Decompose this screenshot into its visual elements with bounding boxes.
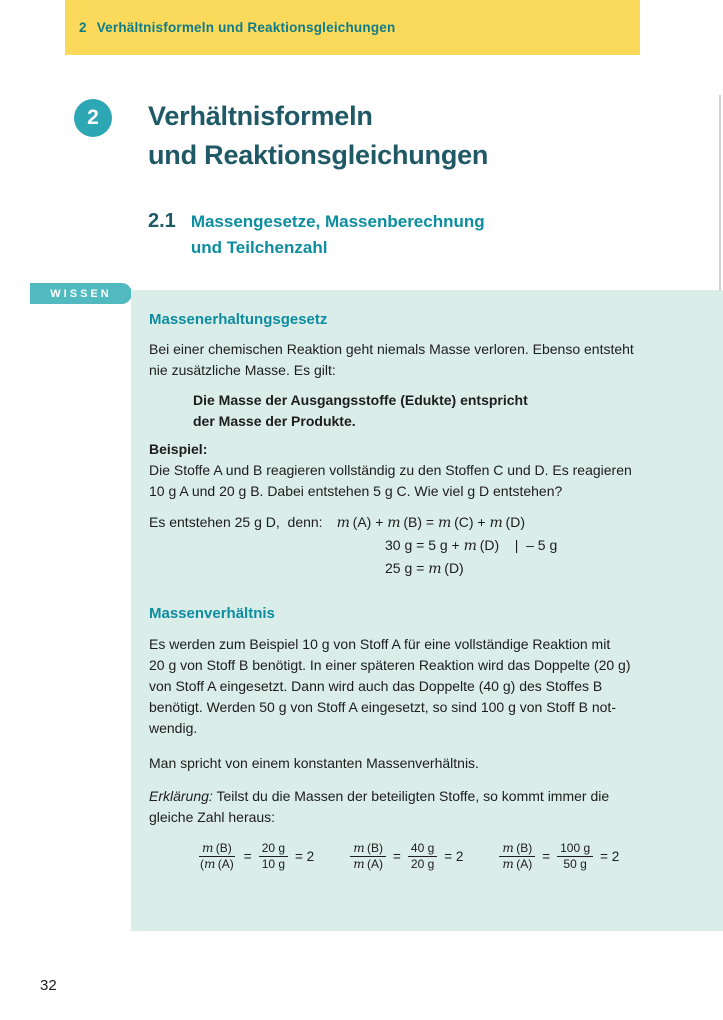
law-statement xyxy=(193,390,705,432)
mass-equation-2: 30 g = 5 g + m (D) | – 5 g xyxy=(385,537,558,554)
ratio-paragraph-line: benötigt. Werden 50 g von Stoff A eingesetzt, so sind 100 g von Stoff B not- xyxy=(149,699,616,715)
equals-sign: = xyxy=(542,849,551,864)
derivation-row xyxy=(149,511,705,534)
explanation-label: Erklärung: xyxy=(149,788,213,804)
value-fraction xyxy=(408,841,437,872)
example-text xyxy=(149,460,705,502)
fraction-example-3 xyxy=(499,841,619,872)
running-header-title: Verhältnisformeln und Reaktionsgleichungen xyxy=(96,20,396,35)
fraction-numerator: 20 g xyxy=(259,841,288,857)
explanation xyxy=(149,786,705,828)
section-number: 2.1 xyxy=(148,210,176,232)
symbol-fraction xyxy=(499,841,535,872)
mass-equation-3: 25 g = m (D) xyxy=(385,560,464,577)
scan-edge-artifact xyxy=(719,95,721,291)
chapter-title-line1: Verhältnisformeln xyxy=(148,101,373,131)
fraction-numerator: 40 g xyxy=(408,841,437,857)
law-statement-line: der Masse der Produkte. xyxy=(193,413,356,429)
fraction-result: = 2 xyxy=(444,849,464,864)
law-statement-line: Die Masse der Ausgangsstoffe (Edukte) entspricht xyxy=(193,392,528,408)
ratio-paragraph-line: 20 g von Stoff B benötigt. In einer späteren Reaktion wird das Doppelte (20 g) xyxy=(149,657,631,673)
explanation-line1-text: Teilst du die Massen der beteiligten Stoffe, so kommt immer die xyxy=(212,788,610,804)
law-intro xyxy=(149,339,705,381)
equals-sign: = xyxy=(393,849,401,864)
example-text-line: 10 g A und 20 g B. Dabei entstehen 5 g C. Wie viel g D entstehen? xyxy=(149,483,563,499)
example-label: Beispiel: xyxy=(149,441,208,457)
ratio-paragraph-line: wendig. xyxy=(149,720,198,736)
fraction-result: = 2 xyxy=(295,849,315,864)
section-title-line2: und Teilchenzahl xyxy=(190,238,328,257)
law-intro-line: Bei einer chemischen Reaktion geht niemals Masse verloren. Ebenso entsteht xyxy=(149,341,634,357)
ratio-paragraph-line: von Stoff A eingesetzt. Dann wird auch das Doppelte (40 g) des Stoffes B xyxy=(149,678,603,694)
fraction-denominator: 50 g xyxy=(563,857,587,871)
equals-sign: = xyxy=(243,849,252,864)
chapter-title-line2: und Reaktionsgleichungen xyxy=(148,140,489,170)
section-title-line1: Massengesetze, Massenberechnung xyxy=(190,212,485,231)
fraction-numerator: m (B) xyxy=(499,841,535,857)
chapter-title xyxy=(148,97,488,175)
running-header xyxy=(65,0,640,55)
fraction-numerator: m (B) xyxy=(199,841,235,857)
chapter-number-badge xyxy=(74,99,112,137)
ratio-paragraph xyxy=(149,634,705,739)
wissen-badge: WISSEN xyxy=(30,283,132,304)
page-number: 32 xyxy=(40,977,57,994)
derivation-intro: Es entstehen 25 g D, denn: xyxy=(149,514,323,530)
fraction-denominator: m (A) xyxy=(353,857,383,871)
fraction-result: = 2 xyxy=(600,849,620,864)
explanation-line2: gleiche Zahl heraus: xyxy=(149,809,276,825)
ratio-paragraph-line: Es werden zum Beispiel 10 g von Stoff A für eine vollständige Reaktion mit xyxy=(149,636,611,652)
law-intro-line: nie zusätzliche Masse. Es gilt: xyxy=(149,362,336,378)
explanation-line1 xyxy=(149,786,705,807)
chapter-number: 2 xyxy=(87,106,99,129)
law-heading: Massenerhaltungsgesetz xyxy=(149,311,328,328)
mass-ratio-examples xyxy=(197,841,705,872)
value-fraction xyxy=(259,841,288,872)
section-heading xyxy=(148,209,485,261)
fraction-denominator: 10 g xyxy=(261,857,286,871)
knowledge-panel xyxy=(131,290,723,931)
fraction-example-1 xyxy=(197,841,314,872)
ratio-heading: Massenverhältnis xyxy=(149,605,275,622)
symbol-fraction xyxy=(197,841,237,872)
section-title xyxy=(191,209,485,261)
constant-ratio-note: Man spricht von einem konstanten Massenverhältnis. xyxy=(149,755,479,771)
symbol-fraction xyxy=(350,841,386,872)
fraction-numerator: 100 g xyxy=(557,841,593,857)
mass-equation-1: m (A) + m (B) = m (C) + m (D) xyxy=(336,514,525,531)
fraction-example-2 xyxy=(350,841,463,872)
fraction-denominator: (m (A) xyxy=(200,857,234,871)
value-fraction xyxy=(557,841,593,872)
fraction-denominator: 20 g xyxy=(410,857,435,871)
example-text-line: Die Stoffe A und B reagieren vollständig zu den Stoffen C und D. Es reagieren xyxy=(149,462,632,478)
running-header-chapter-number: 2 xyxy=(79,20,87,35)
fraction-numerator: m (B) xyxy=(350,841,386,857)
fraction-denominator: m (A) xyxy=(502,857,533,871)
